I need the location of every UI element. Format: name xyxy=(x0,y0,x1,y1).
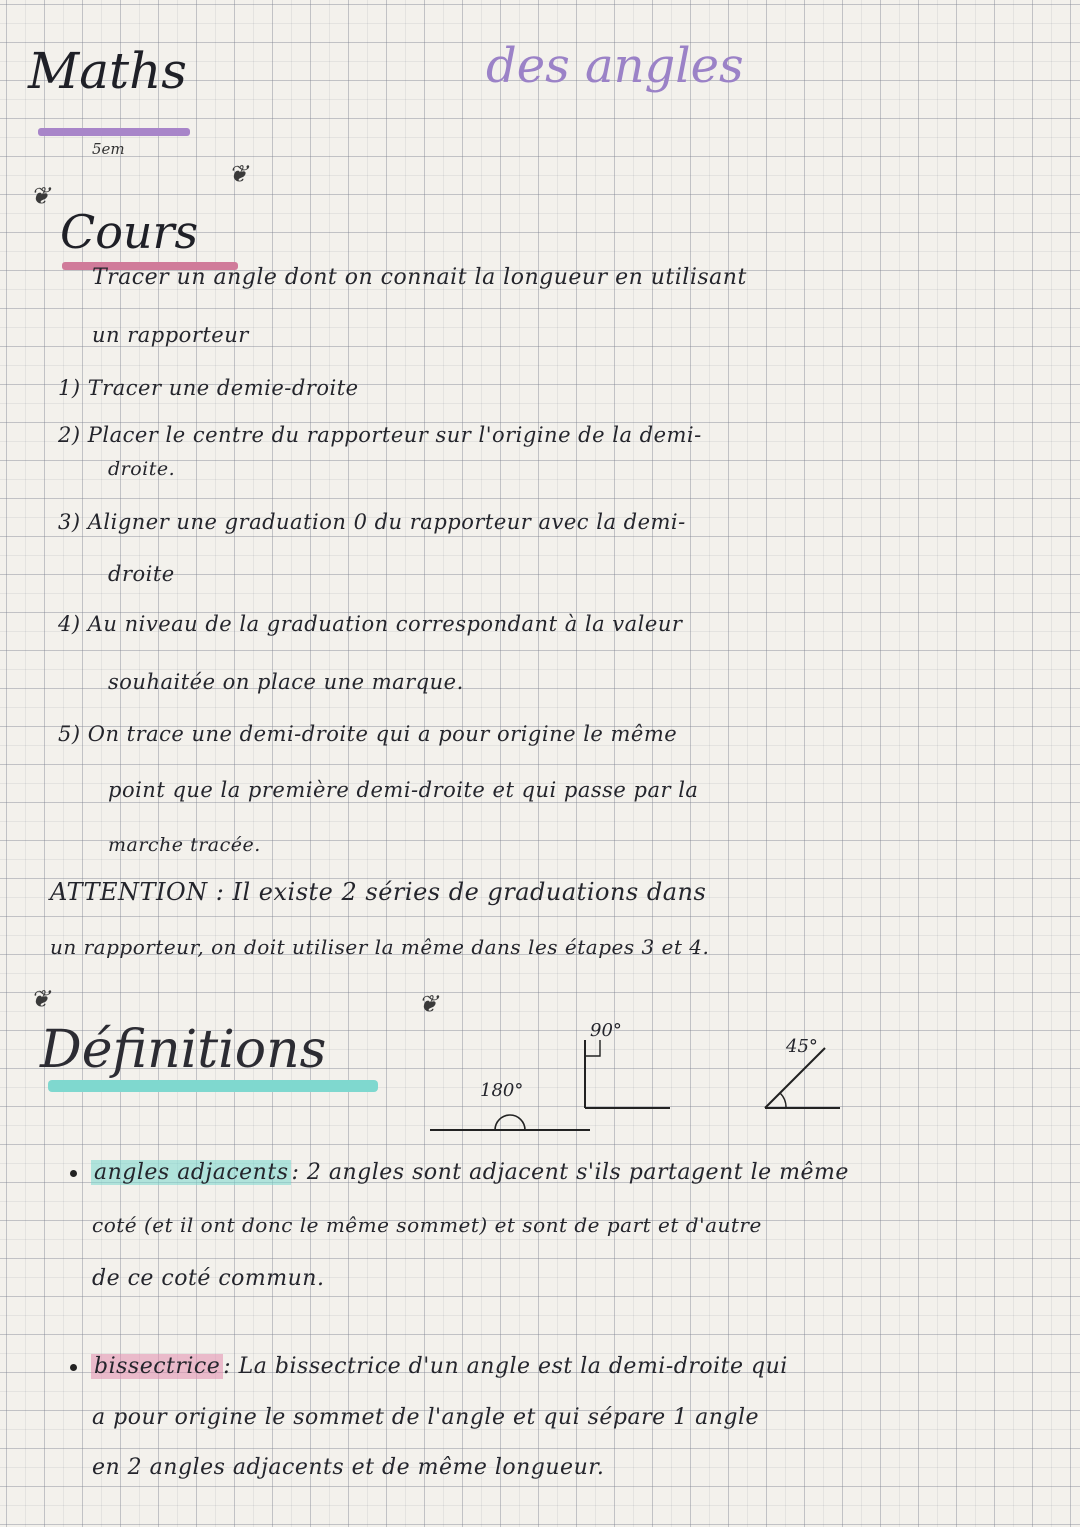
acute-angle-icon xyxy=(765,1048,840,1108)
straight-angle-label: 180° xyxy=(480,1080,524,1101)
leaf-doodle-icon: ❦ xyxy=(30,182,51,210)
cours-intro-line: un rapporteur xyxy=(92,323,249,347)
definition-item xyxy=(70,1354,788,1379)
cours-heading: Cours xyxy=(60,205,199,259)
straight-angle-icon xyxy=(430,1115,590,1130)
definition-line: en 2 angles adjacents et de même longueur. xyxy=(92,1455,605,1480)
leaf-doodle-icon: ❦ xyxy=(418,990,439,1018)
definition-line: : La bissectrice d'un angle est la demi-droite qui xyxy=(223,1354,788,1379)
definition-line: de ce coté commun. xyxy=(92,1266,325,1291)
cours-intro-line: Tracer un angle dont on connait la longueur en utilisant xyxy=(92,265,747,290)
page-title: des angles xyxy=(486,38,744,94)
step-line: 3) Aligner une graduation 0 du rapporteur avec la demi- xyxy=(58,510,686,534)
attention-line: un rapporteur, on doit utiliser la même dans les étapes 3 et 4. xyxy=(50,935,710,959)
definition-item xyxy=(70,1160,849,1185)
subject-underline xyxy=(38,128,190,136)
step-line: marche tracée. xyxy=(108,834,261,856)
step-line: point que la première demi-droite et qui passe par la xyxy=(108,778,699,802)
definitions-underline xyxy=(48,1080,378,1092)
subject-title: Maths xyxy=(28,42,187,100)
step-line: droite xyxy=(108,562,175,586)
definition-term: bissectrice xyxy=(91,1354,223,1379)
definition-line: : 2 angles sont adjacent s'ils partagent le même xyxy=(291,1160,849,1185)
attention-line: ATTENTION : Il existe 2 séries de graduations dans xyxy=(50,878,707,906)
definition-term: angles adjacents xyxy=(91,1160,291,1185)
acute-angle-label: 45° xyxy=(786,1036,818,1057)
right-angle-label: 90° xyxy=(590,1020,622,1041)
bullet-dot-icon xyxy=(70,1170,77,1177)
step-line: 5) On trace une demi-droite qui a pour origine le même xyxy=(58,722,678,746)
step-line: 1) Tracer une demie-droite xyxy=(58,376,359,400)
step-line: droite. xyxy=(108,458,176,480)
step-line: souhaitée on place une marque. xyxy=(108,670,464,694)
definition-line: a pour origine le sommet de l'angle et qui sépare 1 angle xyxy=(92,1405,760,1430)
class-level: 5em xyxy=(92,140,125,158)
leaf-doodle-icon: ❦ xyxy=(228,160,249,188)
step-line: 2) Placer le centre du rapporteur sur l'origine de la demi- xyxy=(58,423,702,447)
definitions-heading: Définitions xyxy=(40,1020,327,1080)
right-angle-icon xyxy=(585,1040,670,1108)
leaf-doodle-icon: ❦ xyxy=(30,985,51,1013)
definition-line: coté (et il ont donc le même sommet) et sont de part et d'autre xyxy=(92,1213,762,1237)
bullet-dot-icon xyxy=(70,1364,77,1371)
step-line: 4) Au niveau de la graduation correspondant à la valeur xyxy=(58,612,683,636)
